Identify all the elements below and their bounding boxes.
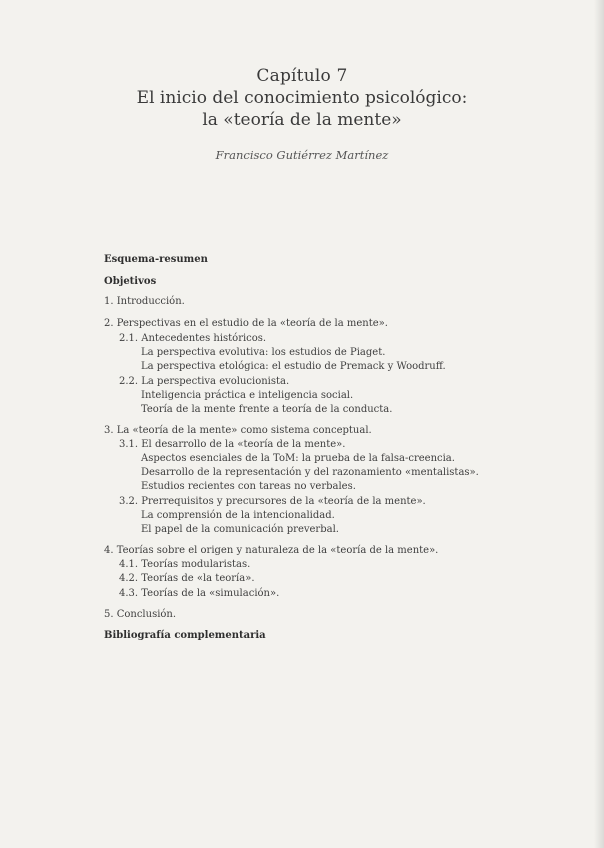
toc-section-2: 2. Perspectivas en el estudio de la «teoría de la mente». — [104, 318, 388, 329]
toc-item: Teoría de la mente frente a teoría de la conducta. — [141, 404, 393, 415]
toc-subsection-4-2: 4.2. Teorías de «la teoría». — [119, 573, 255, 584]
toc-item: La perspectiva etológica: el estudio de Premack y Woodruff. — [141, 361, 446, 372]
chapter-author: Francisco Gutiérrez Martínez — [215, 148, 389, 162]
toc-section-3: 3. La «teoría de la mente» como sistema conceptual. — [104, 425, 372, 436]
toc-subsection-2-2: 2.2. La perspectiva evolucionista. — [119, 376, 290, 387]
toc-item: Desarrollo de la representación y del razonamiento «mentalistas». — [141, 467, 479, 478]
summary-heading: Esquema-resumen — [104, 254, 208, 265]
toc-item: Estudios recientes con tareas no verbales. — [141, 481, 356, 492]
toc-subsection-4-1: 4.1. Teorías modularistas. — [119, 559, 251, 570]
toc-item: La comprensión de la intencionalidad. — [141, 510, 335, 521]
toc-item: El papel de la comunicación preverbal. — [141, 524, 339, 535]
toc-subsection-3-1: 3.1. El desarrollo de la «teoría de la mente». — [119, 439, 346, 450]
toc-item: Aspectos esenciales de la ToM: la prueba de la falsa-creencia. — [141, 453, 455, 464]
toc-section-4: 4. Teorías sobre el origen y naturaleza de la «teoría de la mente». — [104, 545, 439, 556]
chapter-title-line-2: la «teoría de la mente» — [202, 110, 402, 130]
toc-subsection-2-1: 2.1. Antecedentes históricos. — [119, 333, 267, 344]
toc-item: La perspectiva evolutiva: los estudios de Piaget. — [141, 347, 386, 358]
toc-subsection-3-2: 3.2. Prerrequisitos y precursores de la «teoría de la mente». — [119, 496, 426, 507]
toc-section-5: 5. Conclusión. — [104, 609, 177, 620]
toc-section-1: 1. Introducción. — [104, 296, 185, 307]
bibliography-heading: Bibliografía complementaria — [104, 630, 266, 641]
toc-item: Inteligencia práctica e inteligencia social. — [141, 390, 354, 401]
objectives-heading: Objetivos — [104, 276, 157, 287]
chapter-number: Capítulo 7 — [256, 66, 348, 86]
toc-subsection-4-3: 4.3. Teorías de la «simulación». — [119, 588, 280, 599]
chapter-title-line-1: El inicio del conocimiento psicológico: — [136, 88, 468, 108]
